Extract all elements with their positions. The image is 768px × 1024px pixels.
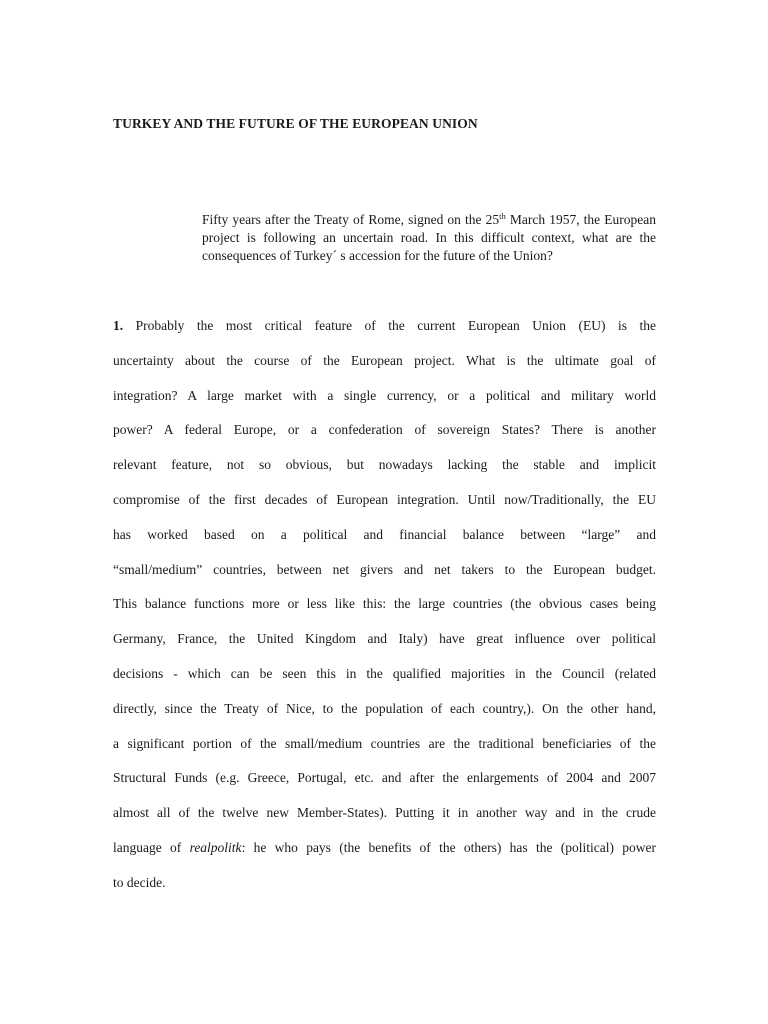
section-number: 1. — [113, 318, 124, 333]
abstract-text-part1: Fifty years after the Treaty of Rome, signed on the 25 — [202, 212, 500, 227]
paragraph-line: “small/medium” countries, between net givers and net takers to the European budget. — [113, 561, 656, 577]
paragraph-line: directly, since the Treaty of Nice, to the population of each country,). On the other hand, — [113, 700, 656, 716]
document-title: TURKEY AND THE FUTURE OF THE EUROPEAN UNION — [113, 116, 478, 131]
paragraph-line: decisions - which can be seen this in the qualified majorities in the Council (related — [113, 665, 656, 681]
abstract-paragraph — [202, 211, 656, 265]
paragraph-line: compromise of the first decades of European integration. Until now/Traditionally, the EU — [113, 491, 656, 507]
section-1-paragraph — [113, 315, 656, 907]
paragraph-line: Germany, France, the United Kingdom and Italy) have great influence over political — [113, 631, 656, 647]
paragraph-line: This balance functions more or less like this: the large countries (the obvious cases being — [113, 596, 656, 612]
abstract-text-part2: March 1957, the European project is following an uncertain road. In this difficult context, what are the consequences of Turkey´ s accession for the future of the Union? — [202, 212, 656, 263]
paragraph-line: a significant portion of the small/medium countries are the traditional beneficiaries of the — [113, 735, 656, 751]
paragraph-line: integration? A large market with a single currency, or a political and military world — [113, 387, 656, 403]
paragraph-line-text: Probably the most critical feature of the current European Union (EU) is the — [123, 318, 656, 333]
paragraph-line-text: language of — [113, 839, 190, 855]
paragraph-line — [113, 315, 656, 350]
paragraph-line: has worked based on a political and financial balance between “large” and — [113, 526, 656, 542]
italic-term: realpolitk — [189, 839, 242, 855]
paragraph-line: power? A federal Europe, or a confederation of sovereign States? There is another — [113, 422, 656, 438]
paragraph-line: Structural Funds (e.g. Greece, Portugal, etc. and after the enlargements of 2004 and 2007 — [113, 770, 656, 786]
paragraph-line — [113, 837, 656, 872]
paragraph-line: to decide. — [113, 874, 166, 890]
paragraph-line: uncertainty about the course of the European project. What is the ultimate goal of — [113, 352, 656, 368]
ordinal-suffix: th — [499, 211, 506, 221]
paragraph-line: relevant feature, not so obvious, but nowadays lacking the stable and implicit — [113, 457, 656, 473]
paragraph-line-text: : he who pays (the benefits of the others) has the (political) power — [241, 839, 656, 855]
paragraph-line: almost all of the twelve new Member-States). Putting it in another way and in the crude — [113, 805, 656, 821]
